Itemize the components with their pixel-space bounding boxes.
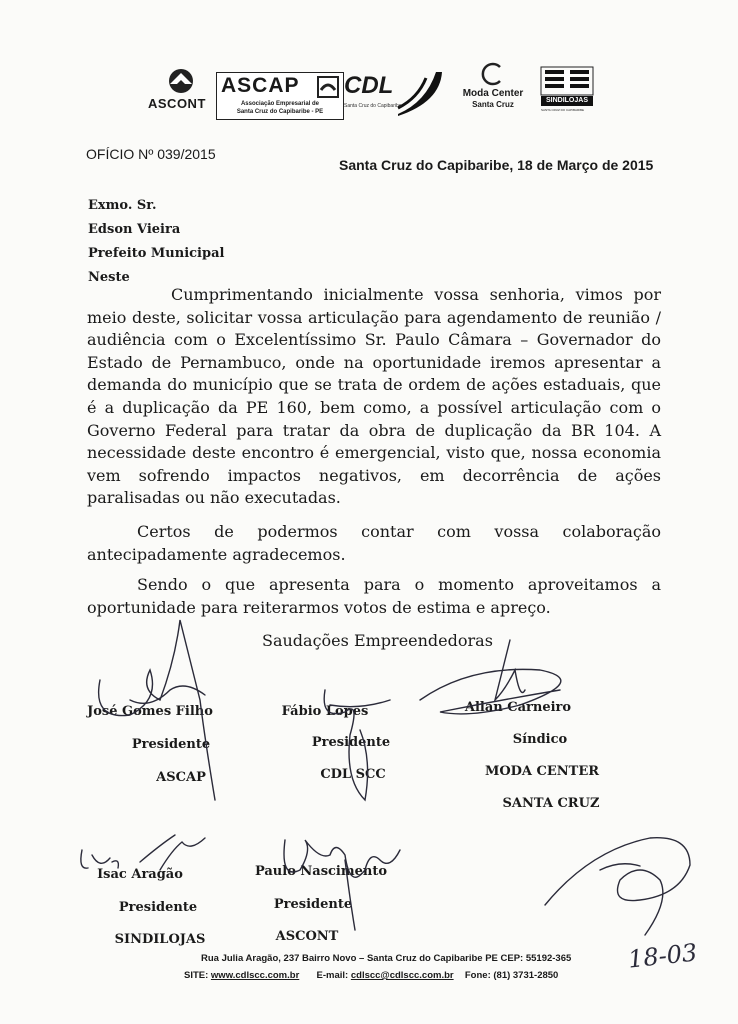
- cdl-name: CDL: [344, 72, 394, 99]
- recipient-name: Edson Vieira: [88, 222, 181, 237]
- signatory-name: Paulo Nascimento: [254, 864, 388, 879]
- signatory-org-line-2: SANTA CRUZ: [502, 796, 600, 811]
- cdl-wave-icon: [396, 72, 444, 116]
- moda-center-line-1: Moda Center: [462, 88, 524, 99]
- ascap-subtitle-2: Santa Cruz do Capibaribe - PE: [236, 109, 324, 115]
- recipient-location: Neste: [88, 270, 130, 285]
- footer-address: Rua Julia Aragão, 237 Bairro Novo – Santa Cruz do Capibaribe PE CEP: 55192-365: [201, 953, 572, 964]
- body-paragraph-1: Cumprimentando inicialmente vossa senhoria, vimos por meio deste, solicitar vossa articulação para agendamento de reunião / audiência com o Excelentíssimo Sr. Paulo Câmara – Governador do Estado de Pernambuco, onde na oportunidade iremos apresentar a demanda do município que se trata de ordem de ações estaduais, que é a duplicação da PE 160, bem como, a possível articulação com o Governo Federal para tratar da obra de duplicação da BR 104. A necessidade deste encontro é emergencial, visto que, nossa economia vem sofrendo impactos negativos, em decorrência de ações paralisadas ou não executadas.: [87, 285, 661, 508]
- signatory-role: Síndico: [512, 732, 568, 747]
- closing-greeting: Saudações Empreendedoras: [262, 631, 493, 650]
- handwritten-date: 18-03: [626, 938, 699, 974]
- signatory-role: Presidente: [273, 897, 353, 912]
- cdl-subtitle: Santa Cruz do Capibaribe: [344, 103, 402, 109]
- email-label: E-mail:: [316, 970, 351, 981]
- footer-contact: [184, 970, 558, 981]
- sindilojas-name: SINDILOJAS: [541, 96, 593, 106]
- email-link[interactable]: cdlscc@cdlscc.com.br: [350, 970, 454, 981]
- signatory-role: Presidente: [118, 900, 198, 915]
- cdl-logo: [344, 72, 444, 118]
- signatory-name: Allan Carneiro: [464, 700, 572, 715]
- ascap-name: ASCAP: [221, 74, 300, 97]
- signatory-name: Isac Aragão: [97, 867, 183, 882]
- ascap-emblem-icon: [317, 76, 339, 98]
- signatory-org: CDL SCC: [320, 767, 386, 782]
- document-reference: OFÍCIO Nº 039/2015: [86, 146, 216, 162]
- body-paragraph-2: Certos de podermos contar com vossa colaboração antecipadamente agradecemos.: [87, 522, 661, 564]
- ascap-logo: [216, 72, 344, 120]
- recipient-title: Prefeito Municipal: [88, 246, 225, 261]
- ascont-logo: [148, 68, 214, 116]
- signatory-name: José Gomes Filho: [87, 704, 213, 719]
- signatory-org: MODA CENTER: [484, 764, 600, 779]
- signatory-role: Presidente: [131, 737, 211, 752]
- site-label: SITE:: [184, 970, 211, 981]
- sindilojas-emblem-icon: [540, 66, 594, 96]
- signatory-org: ASCAP: [156, 770, 206, 785]
- sindilojas-logo: [540, 66, 594, 116]
- signatory-name: Fábio Lopes: [281, 704, 369, 719]
- recipient-salutation: Exmo. Sr.: [88, 198, 157, 213]
- moda-center-line-2: Santa Cruz: [472, 100, 514, 109]
- site-link[interactable]: www.cdlscc.com.br: [210, 970, 300, 981]
- ascont-name: ASCONT: [148, 96, 206, 111]
- signatory-role: Presidente: [311, 735, 391, 750]
- moda-center-emblem-icon: [458, 62, 528, 86]
- place-and-date: Santa Cruz do Capibaribe, 18 de Março de 2015: [339, 157, 654, 173]
- moda-center-logo: [458, 62, 528, 116]
- signatory-org: ASCONT: [275, 929, 339, 944]
- ascap-subtitle-1: Associação Empresarial de: [240, 101, 320, 107]
- ascont-emblem-icon: [148, 68, 214, 98]
- signatory-org: SINDILOJAS: [114, 932, 206, 947]
- sindilojas-subtitle: SANTA CRUZ DO CAPIBARIBE: [541, 108, 584, 112]
- footer-phone: Fone: (81) 3731-2850: [464, 970, 559, 981]
- body-paragraph-3: Sendo o que apresenta para o momento aproveitamos a oportunidade para reiterarmos votos de estima e apreço.: [87, 575, 661, 617]
